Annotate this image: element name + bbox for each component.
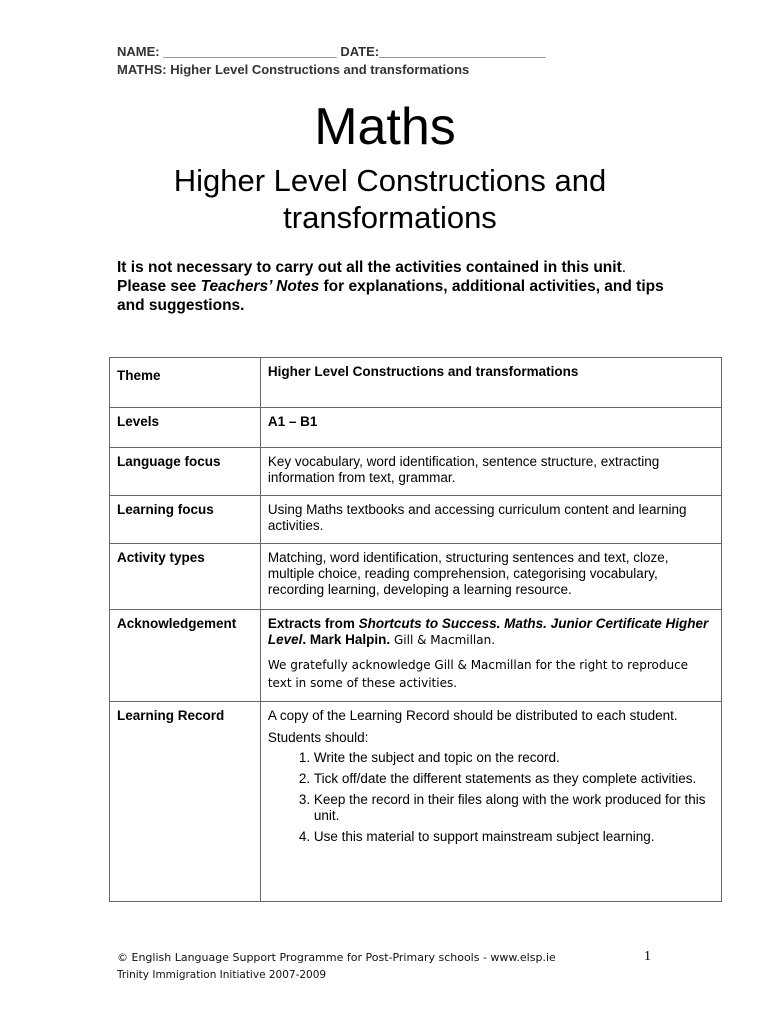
header-name-date: NAME: ________________________ DATE:_______________________ <box>117 44 546 59</box>
table-row <box>110 496 722 544</box>
row-value <box>260 702 721 902</box>
row-value: Using Maths textbooks and accessing curriculum content and learning activities. <box>260 496 721 544</box>
table-row <box>110 544 722 610</box>
acknowledgement-note: We gratefully acknowledge Gill & Macmillan for the right to reproduce text in some of these activities. <box>267 658 689 690</box>
row-label: Activity types <box>110 544 261 610</box>
footer-copyright: © English Language Support Programme for Post-Primary schools - www.elsp.ie <box>117 951 556 964</box>
intro-text <box>117 258 677 315</box>
table-row <box>110 702 722 902</box>
row-value: Higher Level Constructions and transformations <box>260 358 721 408</box>
page-subtitle: Higher Level Constructions and transformations <box>173 163 607 235</box>
learning-record-intro: A copy of the Learning Record should be distributed to each student. <box>267 708 678 723</box>
intro-line-1: It is not necessary to carry out all the activities contained in this unit. <box>117 259 627 276</box>
list-item: 1. Write the subject and topic on the record. <box>314 750 715 766</box>
row-value <box>260 610 721 702</box>
header-unit-title: MATHS: Higher Level Constructions and transformations <box>117 62 470 77</box>
row-label: Levels <box>110 408 261 448</box>
unit-info-table <box>109 357 722 902</box>
list-item: 2. Tick off/date the different statements as they complete activities. <box>314 771 715 787</box>
acknowledgement-source: Extracts from Shortcuts to Success. Maths. Junior Certificate Higher Level. Mark Halpin. Gill & Macmillan. <box>267 616 709 647</box>
row-value: Matching, word identification, structuring sentences and text, cloze, multiple choice, reading comprehension, categorising vocabulary, recording learning, developing a learning resource. <box>260 544 721 610</box>
intro-line-2: Please see Teachers’ Notes for explanations, additional activities, and tips and suggestions. <box>117 278 664 314</box>
page-title: Maths <box>314 98 456 156</box>
row-label: Theme <box>110 358 261 408</box>
list-item: 4. Use this material to support mainstream subject learning. <box>298 829 655 844</box>
row-label: Learning Record <box>110 702 261 902</box>
row-value: Key vocabulary, word identification, sentence structure, extracting information from text, grammar. <box>260 448 721 496</box>
learning-record-steps <box>268 750 715 824</box>
page-number: 1 <box>644 949 651 964</box>
table-row <box>110 408 722 448</box>
row-label: Acknowledgement <box>110 610 261 702</box>
table-row <box>110 610 722 702</box>
row-label: Language focus <box>110 448 261 496</box>
learning-record-lead: Students should: <box>267 730 369 745</box>
row-value: A1 – B1 <box>260 408 721 448</box>
row-label: Learning focus <box>110 496 261 544</box>
footer-initiative: Trinity Immigration Initiative 2007-2009 <box>117 969 327 981</box>
list-item: 3. Keep the record in their files along with the work produced for this unit. <box>314 792 715 824</box>
table-row <box>110 448 722 496</box>
table-row <box>110 358 722 408</box>
